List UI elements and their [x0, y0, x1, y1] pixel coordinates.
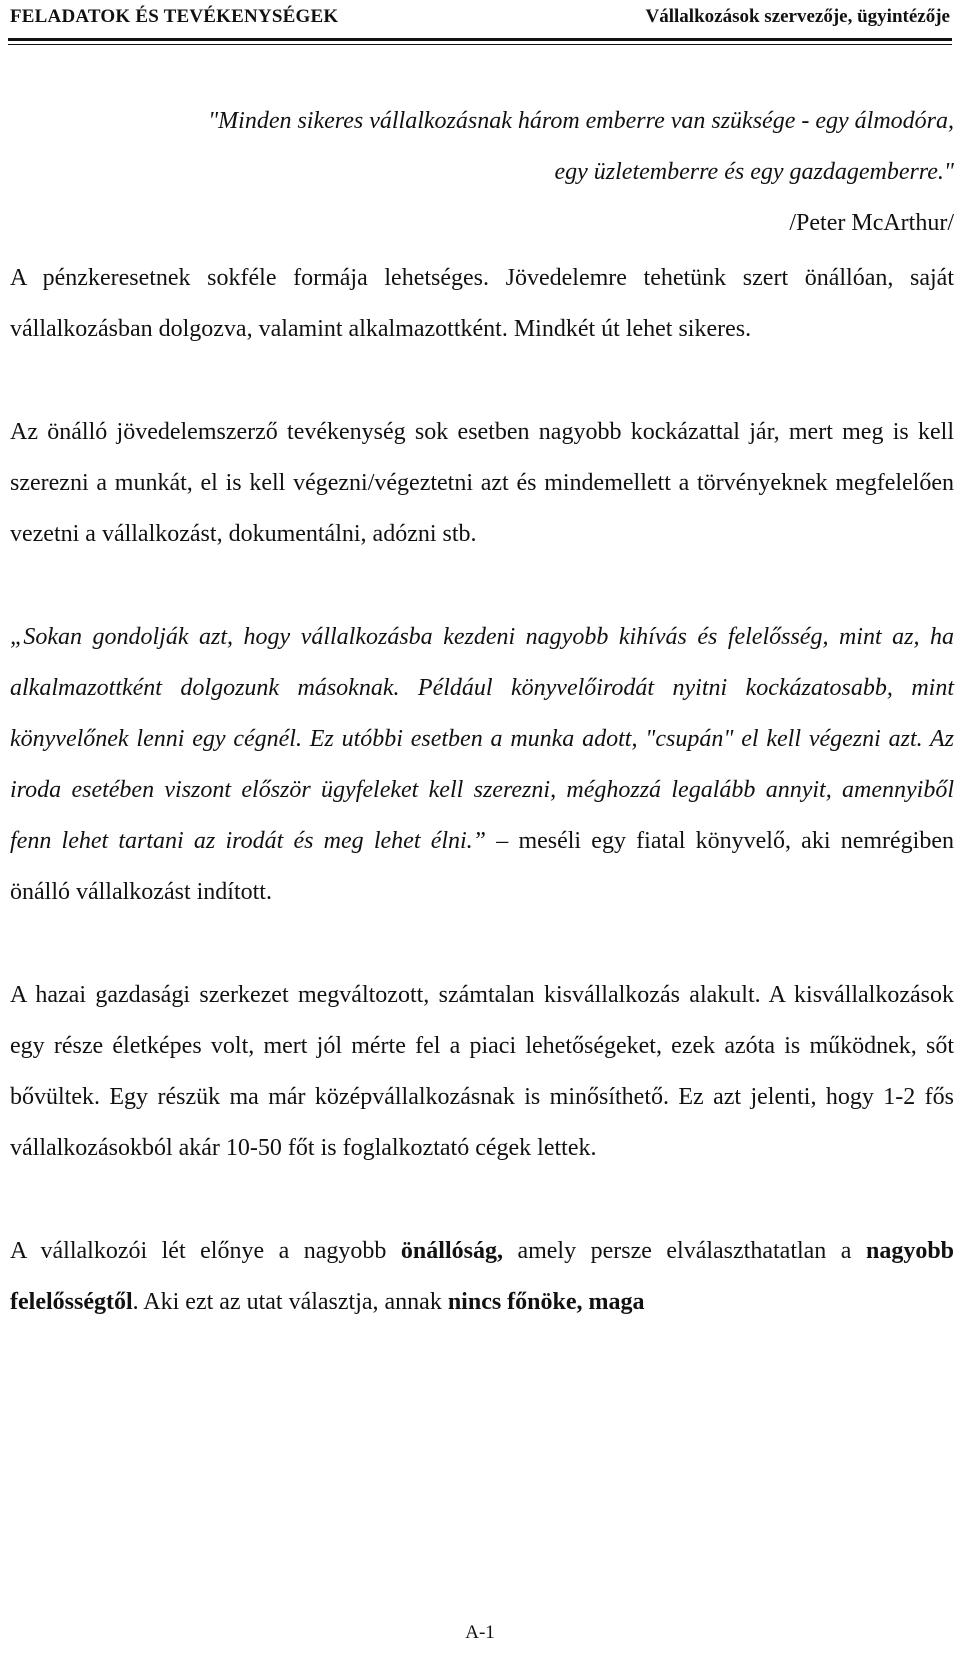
paragraph-4: A hazai gazdasági szerkezet megváltozott, számtalan kisvállalkozás alakult. A kisvállalkozások egy része életképes volt, mert jól mérte fel a piaci lehetőségeket, ezek azóta is működnek, sőt bővültek. Egy részük ma már középvállalkozásnak is minősíthető. Ez azt jelenti, hogy 1-2 fős vállalkozásokból akár 10-50 főt is foglalkoztató cégek lettek. [10, 982, 954, 1161]
emphasis-nincs-foonoke: nincs főnöke, maga [447, 1289, 645, 1315]
quoted-testimony: „Sokan gondolják azt, hogy vállalkozásba kezdeni nagyobb kihívás és felelősség, mint az, ha alkalmazottként dolgozunk másoknak. Például könyvelőirodát nyitni kockázatosabb, mint könyvelőnek lenni egy cégnél. Ez utóbbi esetben a munka adott, "csupán" el kell végezni azt. Az iroda esetében viszont először ügyfeleket kell szerezni, méghozzá legalább annyit, amennyiből fenn lehet tartani az irodát és meg lehet élni.” [10, 624, 954, 854]
page-header [0, 0, 960, 48]
page-body [10, 96, 954, 1328]
paragraph-5 [10, 1226, 954, 1328]
paragraph-5-text-3: . Aki ezt az utat választja, annak [132, 1289, 448, 1315]
epigraph-author: /Peter McArthur/ [789, 210, 954, 236]
page-number: A-1 [465, 1622, 495, 1643]
header-rule-thin [8, 44, 952, 45]
paragraph-2: Az önálló jövedelemszerző tevékenység sok esetben nagyobb kockázattal jár, mert meg is kell szerezni a munkát, el is kell végezni/végeztetni azt és mindemellett a törvényeknek megfelelően vezetni a vállalkozást, dokumentálni, adózni stb. [10, 419, 954, 547]
paragraph-5-text-1: A vállalkozói lét előnye a nagyobb [10, 1238, 401, 1264]
epigraph-quote [10, 96, 954, 198]
header-section-title: FELADATOK ÉS TEVÉKENYSÉGEK [10, 6, 339, 27]
header-rule-thick [8, 38, 952, 41]
header-document-title: Vállalkozások szervezője, ügyintézője [645, 6, 950, 27]
epigraph-line-1: "Minden sikeres vállalkozásnak három emberre van szüksége - egy álmodóra, [208, 108, 954, 134]
epigraph-line-2: egy üzletemberre és egy gazdagemberre." [554, 159, 954, 185]
paragraph-5-text-2: amely persze elválaszthatatlan a [502, 1238, 866, 1264]
paragraph-3 [10, 612, 954, 918]
testimony-attribution: – meséli egy fiatal könyvelő, aki nemrégiben önálló vállalkozást indított. [10, 828, 954, 905]
paragraph-1: A pénzkeresetnek sokféle formája lehetséges. Jövedelemre tehetünk szert önállóan, saját vállalkozásban dolgozva, valamint alkalmazottként. Mindkét út lehet sikeres. [10, 265, 954, 342]
emphasis-onallosag: önállóság, [400, 1238, 503, 1264]
emphasis-nagyobb-felelosseg: nagyobb felelősségtől [10, 1238, 955, 1315]
